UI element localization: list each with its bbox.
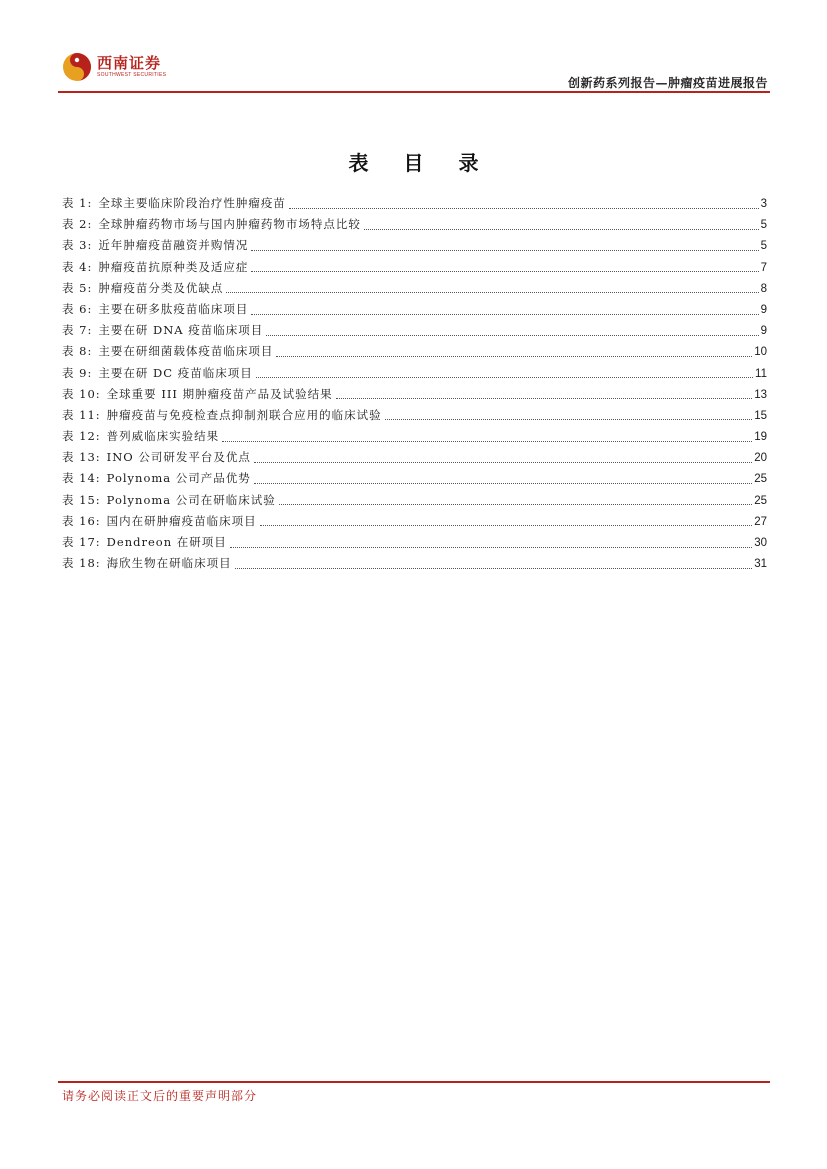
logo-chinese-name: 西南证券	[97, 54, 162, 72]
toc-entry-title: 肿瘤疫苗与免疫检查点抑制剂联合应用的临床试验	[106, 407, 382, 422]
toc-entry-label: 表 11:	[62, 407, 101, 422]
table-of-tables-heading: 表 目 录	[348, 151, 493, 175]
toc-entry-title: 主要在研 DNA 疫苗临床项目	[98, 323, 264, 338]
toc-entry-label: 表 10:	[62, 386, 101, 401]
toc-entry-page-number: 31	[754, 558, 767, 571]
disclaimer-note: 请务必阅读正文后的重要声明部分	[62, 1089, 258, 1103]
logo-english-name: SOUTHWEST SECURITIES	[97, 72, 167, 78]
toc-entry-label: 表 5:	[62, 280, 93, 295]
toc-entry[interactable]	[62, 257, 767, 278]
toc-dot-leader	[235, 567, 753, 569]
toc-entry-title: 全球肿瘤药物市场与国内肿瘤药物市场特点比较	[98, 217, 361, 232]
toc-entry[interactable]	[62, 235, 767, 256]
toc-dot-leader	[251, 270, 758, 272]
toc-entry-label: 表 15:	[62, 492, 101, 507]
toc-entry[interactable]	[62, 193, 767, 214]
toc-entry[interactable]	[62, 341, 767, 362]
toc-entry[interactable]	[62, 532, 767, 553]
page-header	[58, 46, 770, 92]
toc-dot-leader	[254, 461, 752, 463]
toc-entry-title: 海欣生物在研临床项目	[106, 556, 232, 571]
toc-entry-label: 表 13:	[62, 450, 101, 465]
toc-dot-leader	[256, 376, 753, 378]
report-title: 创新药系列报告—肿瘤疫苗进展报告	[567, 76, 768, 90]
toc-dot-leader	[279, 503, 752, 505]
toc-entry-label: 表 1:	[62, 196, 93, 210]
footer-divider	[58, 1081, 770, 1083]
toc-entry[interactable]	[62, 405, 767, 426]
toc-entry-title: 肿瘤疫苗分类及优缺点	[98, 280, 224, 295]
toc-entry-page-number: 30	[754, 537, 767, 549]
toc-entry-page-number: 7	[760, 261, 767, 274]
toc-entry-title: 国内在研肿瘤疫苗临床项目	[106, 513, 257, 528]
toc-entry-label: 表 17:	[62, 535, 101, 549]
toc-entry-label: 表 9:	[62, 365, 93, 380]
toc-entry-page-number: 9	[760, 325, 767, 338]
toc-dot-leader	[260, 524, 753, 526]
toc-entry[interactable]	[62, 468, 767, 489]
toc-entry[interactable]	[62, 490, 767, 511]
toc-entry-label: 表 16:	[62, 513, 101, 528]
toc-entry-label: 表 18:	[62, 556, 101, 571]
toc-entry-label: 表 2:	[62, 217, 93, 232]
toc-entry-page-number: 5	[760, 219, 767, 232]
toc-entry-title: Polynoma 公司在研临床试验	[106, 492, 276, 507]
toc-dot-leader	[364, 228, 759, 230]
toc-entry-page-number: 5	[760, 240, 767, 253]
toc-entry[interactable]	[62, 320, 767, 341]
southwest-securities-logo-icon	[62, 52, 92, 82]
toc-entry[interactable]	[62, 447, 767, 468]
toc-entry-page-number: 20	[754, 452, 767, 465]
toc-entry-title: 主要在研 DC 疫苗临床项目	[98, 365, 253, 380]
logo-text	[97, 55, 166, 79]
toc-dot-leader	[289, 207, 759, 209]
toc-entry-title: 肿瘤疫苗抗原种类及适应症	[98, 259, 249, 274]
toc-dot-leader	[226, 291, 758, 293]
company-logo	[62, 50, 166, 84]
toc-entry-label: 表 12:	[62, 429, 101, 444]
toc-entry-page-number: 8	[760, 282, 767, 295]
toc-entry-title: 主要在研细菌载体疫苗临床项目	[98, 344, 274, 359]
toc-dot-leader	[336, 397, 753, 399]
toc-entry-page-number: 15	[754, 409, 767, 422]
toc-entry-title: INO 公司研发平台及优点	[106, 450, 251, 465]
toc-entry-title: 普列威临床实验结果	[106, 429, 220, 444]
toc-entry[interactable]	[62, 278, 767, 299]
toc-entry[interactable]	[62, 363, 767, 384]
header-divider	[58, 91, 770, 93]
toc-entry-page-number: 25	[754, 473, 767, 486]
toc-entry-page-number: 10	[754, 346, 767, 359]
toc-entry-label: 表 8:	[62, 344, 93, 359]
toc-dot-leader	[230, 546, 752, 548]
toc-entry[interactable]	[62, 214, 767, 235]
toc-dot-leader	[254, 482, 752, 484]
toc-dot-leader	[251, 249, 758, 251]
toc-entry-page-number: 19	[754, 431, 767, 444]
toc-entry-page-number: 25	[754, 494, 767, 507]
toc-dot-leader	[385, 418, 753, 420]
toc-entry-label: 表 3:	[62, 238, 93, 253]
toc-entry[interactable]	[62, 426, 767, 447]
toc-entry-label: 表 7:	[62, 323, 93, 338]
table-of-tables-list	[62, 193, 767, 574]
toc-entry-label: 表 4:	[62, 259, 93, 274]
toc-entry-label: 表 6:	[62, 301, 93, 316]
toc-entry-page-number: 3	[760, 198, 767, 210]
toc-entry-page-number: 11	[755, 367, 767, 380]
toc-entry-title: 主要在研多肽疫苗临床项目	[98, 301, 249, 316]
toc-entry[interactable]	[62, 384, 767, 405]
toc-entry-title: 近年肿瘤疫苗融资并购情况	[98, 238, 249, 253]
toc-entry-page-number: 13	[754, 388, 767, 401]
toc-entry[interactable]	[62, 553, 767, 574]
toc-entry-title: 全球重要 III 期肿瘤疫苗产品及试验结果	[106, 386, 333, 401]
toc-entry-title: Polynoma 公司产品优势	[106, 471, 251, 486]
toc-dot-leader	[266, 334, 758, 336]
toc-entry-title: 全球主要临床阶段治疗性肿瘤疫苗	[98, 196, 286, 210]
toc-entry[interactable]	[62, 511, 767, 532]
toc-dot-leader	[276, 355, 752, 357]
toc-dot-leader	[222, 440, 752, 442]
toc-entry-page-number: 27	[754, 515, 767, 528]
toc-entry-label: 表 14:	[62, 471, 101, 486]
toc-dot-leader	[251, 313, 758, 315]
toc-entry[interactable]	[62, 299, 767, 320]
toc-entry-page-number: 9	[760, 303, 767, 316]
toc-entry-title: Dendreon 在研项目	[106, 535, 227, 549]
